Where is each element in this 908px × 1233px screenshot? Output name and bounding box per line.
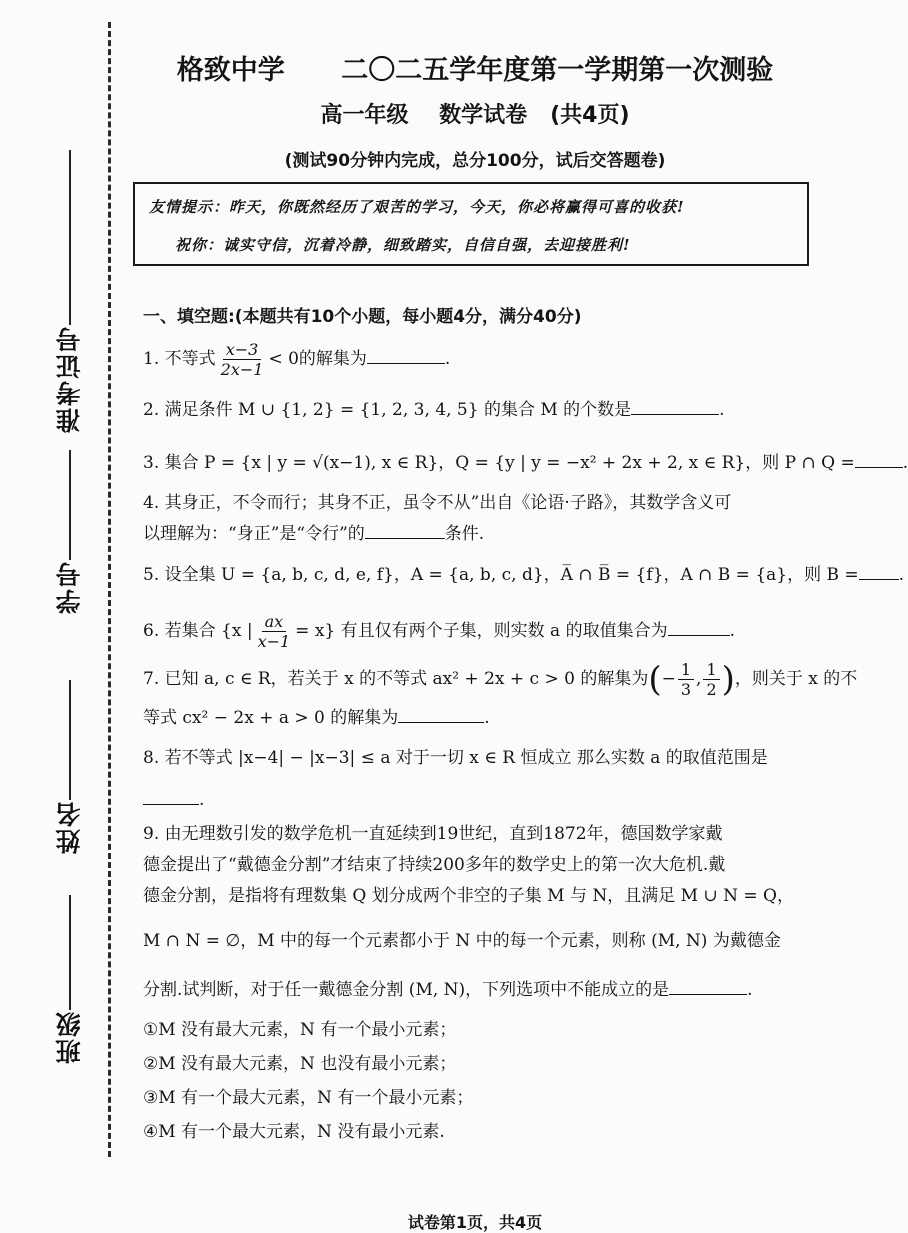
page-count: (共4页): [550, 103, 630, 128]
question-5: [143, 563, 904, 587]
q9-end: .: [747, 980, 753, 1000]
q9-text-e: 分割.试判断，对于任一戴德金分割 (M, N)，下列选项中不能成立的是: [143, 980, 670, 1000]
q7-fraction-1: [678, 660, 694, 699]
question-1: [143, 340, 450, 379]
question-4-line-1: 4. 其身正，不令而行；其身不正，虽令不从”出自《论语·子路》，其数学含义可: [143, 493, 732, 513]
question-9-line-2: 德金提出了“戴德金分割”才结束了持续200多年的数学史上的第一次大危机.戴: [143, 855, 726, 875]
q5-answer-blank[interactable]: [859, 563, 899, 580]
q6-text-a: 6. 若集合 {x |: [143, 621, 253, 641]
q9-option-3: ③M 有一个最大元素，N 有一个最小元素；: [143, 1088, 474, 1108]
exam-paper: [125, 0, 908, 1232]
question-6: [143, 612, 735, 651]
exam-subtitle: [125, 98, 825, 129]
student-number-line: [69, 450, 71, 560]
tip-box: [133, 182, 809, 266]
q7-text-a: 7. 已知 a, c ∈ R，若关于 x 的不等式 ax² + 2x + c > 0 的解集为: [143, 669, 649, 689]
q2-answer-blank[interactable]: [631, 398, 719, 415]
q7-denominator-2: 2: [706, 680, 717, 699]
student-number-field: [50, 450, 90, 614]
q7-numerator-1: 1: [678, 660, 694, 680]
q1-fraction: [218, 340, 267, 379]
class-line: [69, 895, 71, 1010]
question-8-line-1: 8. 若不等式 |x−4| − |x−3| ≤ a 对于一切 x ∈ R 恒成立 那么实数 a 的取值范围是: [143, 748, 768, 768]
grade: 高一年级: [320, 103, 409, 128]
q1-end: .: [444, 349, 451, 369]
exam-note: (测试90分钟内完成，总分100分，试后交答题卷): [284, 151, 666, 171]
q9-option-2: ②M 没有最大元素，N 也没有最小元素；: [143, 1054, 457, 1074]
q7-right-paren: ): [721, 659, 735, 700]
q6-denominator: x−1: [257, 632, 291, 651]
q5-end: .: [898, 565, 905, 585]
q1-text-b: < 0的解集为: [268, 349, 367, 369]
q5-text: 5. 设全集 U = {a, b, c, d, e, f}，A = {a, b, c, d}，A̅ ∩ B̅ = {f}，A ∩ B = {a}，则 B =: [143, 565, 859, 585]
q3-end: .: [902, 453, 908, 473]
q7-denominator-1: 3: [680, 680, 692, 699]
q4-text-b: 条件.: [444, 524, 485, 544]
question-4-line-2: [143, 522, 484, 546]
q7-text-c: 等式 cx² − 2x + a > 0 的解集为: [143, 708, 399, 728]
q7-answer-blank[interactable]: [398, 706, 484, 723]
q8-answer-blank[interactable]: [143, 788, 199, 805]
q7-minus: −: [661, 669, 676, 689]
q7-left-paren: (: [648, 659, 662, 700]
q7-end: .: [484, 708, 490, 728]
q3-text: 3. 集合 P = {x | y = √(x−1), x ∈ R}，Q = {y | y = −x² + 2x + 2, x ∈ R}，则 P ∩ Q =: [143, 453, 855, 473]
q6-numerator: ax: [262, 612, 287, 632]
class-label: 班级: [55, 1010, 84, 1064]
q9-option-1: ①M 没有最大元素，N 有一个最小元素；: [143, 1020, 457, 1040]
q7-numerator-2: 1: [703, 660, 719, 680]
exam-number-label: 准考证号: [55, 325, 84, 433]
q9-answer-blank[interactable]: [669, 978, 747, 995]
q1-text-a: 不等式: [164, 349, 216, 369]
q8-end: .: [199, 790, 205, 810]
question-9-line-1: 9. 由无理数引发的数学危机一直延续到19世纪，直到1872年，德国数学家戴: [143, 824, 723, 844]
question-7-line-1: [143, 660, 857, 699]
q1-numerator: x−3: [223, 340, 262, 360]
q7-fraction-2: [703, 660, 719, 699]
name-field: [50, 680, 90, 854]
q1-number: 1.: [143, 349, 160, 369]
name-label: 姓名: [55, 800, 84, 854]
name-line: [69, 680, 71, 800]
binding-dashed-line: [108, 22, 111, 1157]
tip-line-1: 友情提示：昨天，你既然经历了艰苦的学习，今天，你必将赢得可喜的收获!: [149, 198, 685, 216]
q2-text: 2. 满足条件 M ∪ {1, 2} = {1, 2, 3, 4, 5} 的集合 M 的个数是: [143, 400, 632, 420]
student-number-label: 学号: [55, 560, 84, 614]
q7-text-b: ，则关于 x 的不: [734, 669, 858, 689]
student-info-strip: [50, 150, 90, 1070]
q2-end: .: [719, 400, 725, 420]
q6-fraction: [255, 612, 294, 651]
question-8-line-2: [143, 788, 204, 812]
page-footer: 试卷第1页，共4页: [407, 1213, 543, 1232]
exam-number-line: [69, 150, 71, 325]
exam-number-field: [50, 150, 90, 433]
tip-line-2: 祝你：诚实守信，沉着冷静，细致踏实，自信自强，去迎接胜利!: [175, 236, 631, 254]
class-field: [50, 895, 90, 1064]
question-2: [143, 398, 725, 422]
q6-answer-blank[interactable]: [668, 619, 730, 636]
q4-answer-blank[interactable]: [365, 522, 445, 539]
exam-name: 二〇二五学年度第一学期第一次测验: [341, 55, 774, 86]
q6-end: .: [729, 621, 735, 641]
question-3: [143, 451, 908, 475]
question-9-line-5: [143, 978, 753, 1002]
q9-option-4: ④M 有一个最大元素，N 没有最小元素.: [143, 1122, 445, 1142]
subject: 数学试卷: [439, 103, 528, 128]
question-7-line-2: [143, 706, 490, 730]
q4-text-a: 以理解为：“身正”是“令行”的: [143, 524, 365, 544]
q7-comma: ,: [696, 669, 702, 689]
q1-denominator: 2x−1: [220, 360, 264, 379]
school-name: 格致中学: [176, 55, 285, 86]
question-9-line-4: M ∩ N = ∅，M 中的每一个元素都小于 N 中的每一个元素，则称 (M, N) 为戴德金: [143, 931, 781, 951]
q3-answer-blank[interactable]: [855, 451, 903, 468]
q1-answer-blank[interactable]: [367, 347, 445, 364]
q6-text-b: = x} 有且仅有两个子集，则实数 a 的取值集合为: [295, 621, 668, 641]
exam-title: [125, 48, 825, 87]
section-heading: 一、填空题:(本题共有10个小题，每小题4分，满分40分): [143, 307, 582, 327]
question-9-line-3: 德金分割，是指将有理数集 Q 划分成两个非空的子集 M 与 N，且满足 M ∪ N = Q，: [143, 886, 794, 906]
